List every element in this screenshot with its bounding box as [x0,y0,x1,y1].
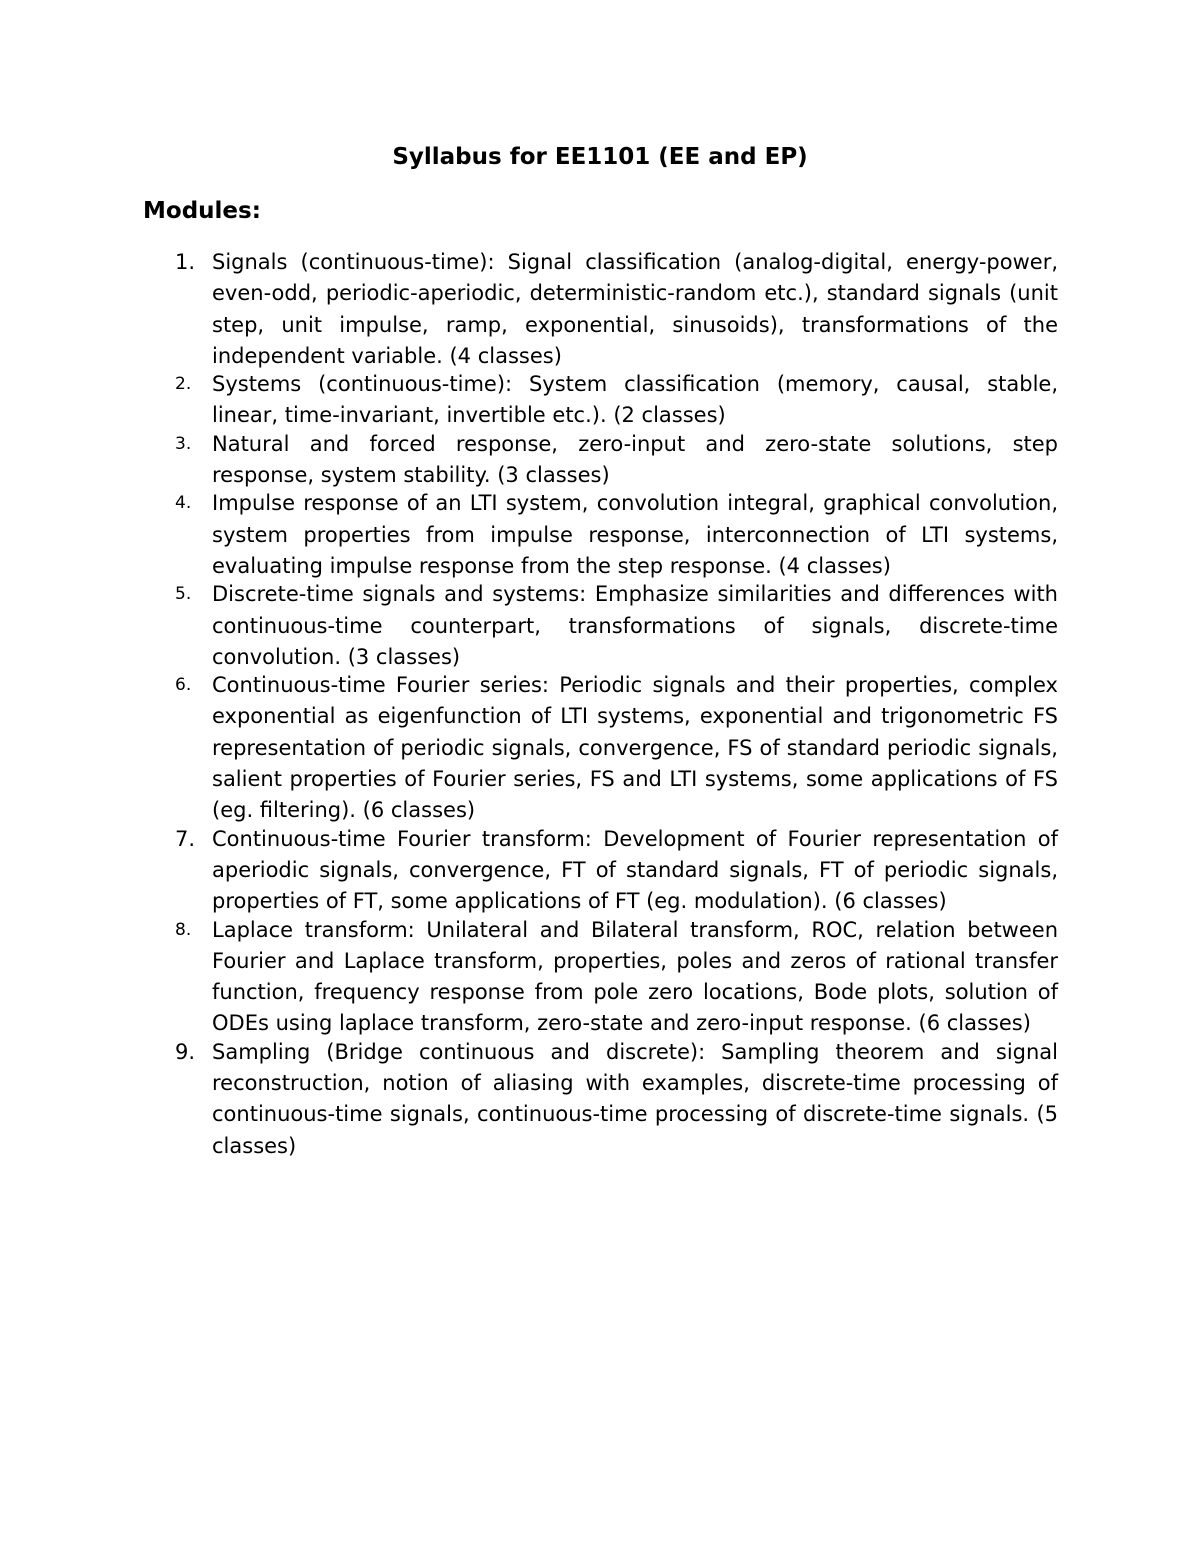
module-item [175,488,1058,582]
module-item [175,1037,1058,1162]
module-item [175,915,1058,1040]
module-item [175,369,1058,432]
module-text: Natural and forced response, zero-input and zero-state solutions, step response, system stability. (3 classes) [212,431,1058,488]
module-text: Discrete-time signals and systems: Emphasize similarities and differences with continuous-time counterpart, transformations of signals, discrete-time convolution. (3 classes) [212,582,1058,669]
module-text: Systems (continuous-time): System classification (memory, causal, stable, linear, time-invariant, invertible etc.). (2 classes) [212,372,1058,428]
module-number: 3. [175,433,192,454]
module-number: 2. [175,374,192,395]
module-text: Laplace transform: Unilateral and Bilateral transform, ROC, relation between Fourier and Laplace transform, properties, poles and zeros of rational transfer function, frequency response from pole zero locations, Bode plots, solution of ODEs using laplace transform, zero-state and zero-input response. (6 classes) [212,917,1058,1036]
module-number: 5. [175,584,192,605]
module-text: Sampling (Bridge continuous and discrete): Sampling theorem and signal reconstruction, notion of aliasing with examples, discrete-time processing of continuous-time signals, continuous-time processing of discrete-time signals. (5 classes) [212,1039,1058,1158]
module-item [175,579,1058,673]
module-number: 4. [175,493,192,514]
module-text: Impulse response of an LTI system, convolution integral, graphical convolution, system properties from impulse response, interconnection of LTI systems, evaluating impulse response from the step response. (4 classes) [212,491,1058,578]
module-number: 1. [175,250,196,274]
module-number: 6. [175,675,192,696]
document-title: Syllabus for EE1101 (EE and EP) [392,144,808,170]
module-number: 7. [175,826,196,851]
module-list [175,247,1058,1159]
module-item [175,247,1058,372]
module-text: Continuous-time Fourier series: Periodic signals and their properties, complex exponential as eigenfunction of LTI systems, exponential and trigonometric FS representation of periodic signals, convergence, FS of standard periodic signals, salient properties of Fourier series, FS and LTI systems, some applications of FS (eg. filtering). (6 classes) [212,673,1058,823]
module-text: Continuous-time Fourier transform: Development of Fourier representation of aperiodic signals, convergence, FT of standard signals, FT of periodic signals, properties of FT, some applications of FT (eg. modulation). (6 classes) [212,826,1058,914]
module-item [175,429,1058,492]
module-item [175,670,1058,826]
module-number: 8. [175,919,192,940]
section-heading: Modules: [143,198,261,224]
module-number: 9. [175,1039,196,1064]
module-item [175,824,1058,918]
module-text: Signals (continuous-time): Signal classification (analog-digital, energy-power, even-odd, periodic-aperiodic, deterministic-random etc.), standard signals (unit step, unit impulse, ramp, exponential, sinusoids), transformations of the independent variable. (4 classes) [212,250,1058,368]
